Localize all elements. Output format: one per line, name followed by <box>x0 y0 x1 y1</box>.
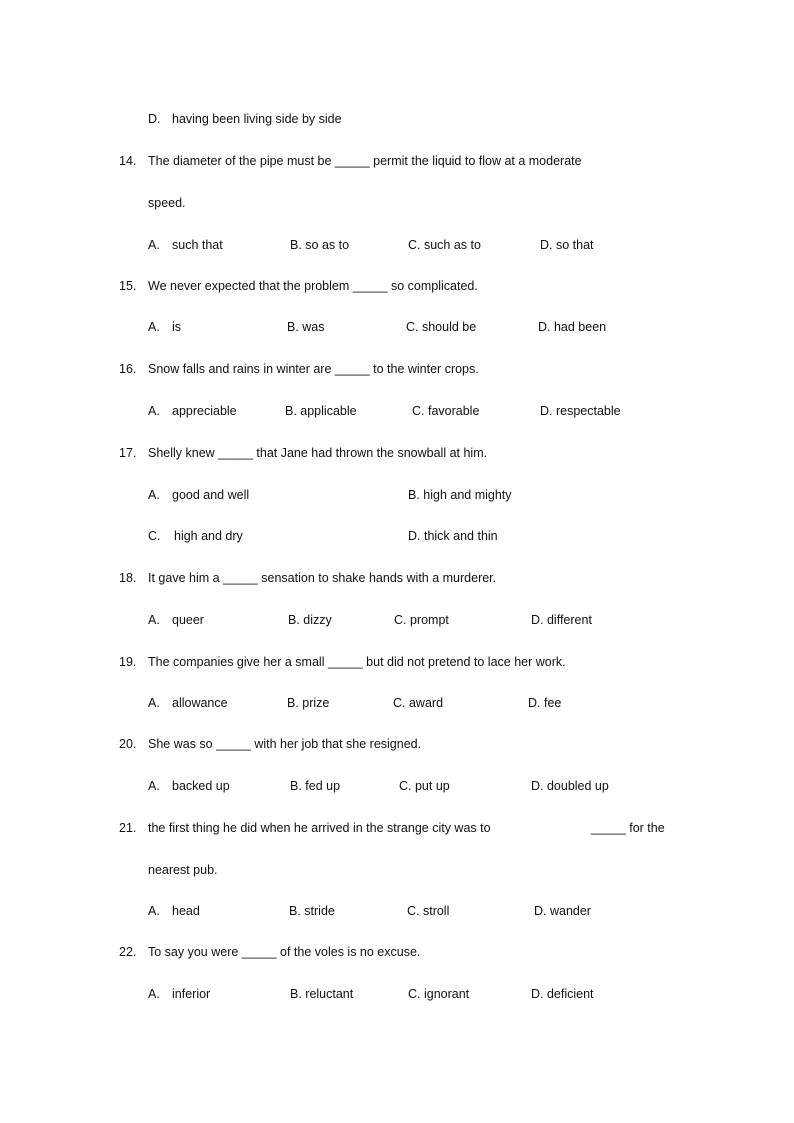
question-text: She was so _____ with her job that she resigned. <box>148 737 422 751</box>
question-22-options <box>0 985 794 1003</box>
question-15-stem <box>0 277 794 295</box>
question-number: 15. <box>119 279 137 293</box>
question-20-options <box>0 777 794 795</box>
option-a[interactable]: A. appreciable <box>148 404 237 418</box>
option-b[interactable]: B. so as to <box>290 238 350 252</box>
option-d[interactable]: D. different <box>531 613 592 627</box>
question-16-options <box>0 402 794 420</box>
question-21-options <box>0 902 794 920</box>
option-d[interactable]: D. thick and thin <box>408 529 498 543</box>
question-16-stem <box>0 360 794 378</box>
option-c[interactable]: C. ignorant <box>408 987 470 1001</box>
question-20-stem <box>0 735 794 753</box>
question-number: 17. <box>119 446 137 460</box>
question-text-cont: speed. <box>148 196 186 210</box>
option-a[interactable]: A. queer <box>148 613 204 627</box>
option-c[interactable]: C. stroll <box>407 904 450 918</box>
question-18-stem <box>0 569 794 587</box>
option-d[interactable]: D. respectable <box>540 404 621 418</box>
option-b[interactable]: B. high and mighty <box>408 488 512 502</box>
option-a[interactable]: A. inferior <box>148 987 211 1001</box>
option-b[interactable]: B. reluctant <box>290 987 354 1001</box>
question-text-cont: nearest pub. <box>148 863 218 877</box>
option-b[interactable]: B. stride <box>289 904 335 918</box>
option-b[interactable]: B. applicable <box>285 404 357 418</box>
question-19-stem <box>0 653 794 671</box>
option-d: D. having been living side by side <box>148 112 342 126</box>
question-15-options <box>0 318 794 336</box>
question-number: 20. <box>119 737 137 751</box>
option-c[interactable]: C. favorable <box>412 404 480 418</box>
option-d[interactable]: D. so that <box>540 238 594 252</box>
question-14-stem-cont <box>0 194 794 212</box>
question-17-options-row1 <box>0 486 794 504</box>
question-number: 19. <box>119 655 137 669</box>
option-d[interactable]: D. wander <box>534 904 591 918</box>
option-b[interactable]: B. fed up <box>290 779 341 793</box>
question-text: The companies give her a small _____ but did not pretend to lace her work. <box>148 655 566 669</box>
option-d[interactable]: D. doubled up <box>531 779 609 793</box>
question-21-stem-cont <box>0 861 794 879</box>
option-c[interactable]: C. should be <box>406 320 477 334</box>
option-d[interactable]: D. fee <box>528 696 562 710</box>
option-a[interactable]: A. is <box>148 320 182 334</box>
option-b[interactable]: B. dizzy <box>288 613 332 627</box>
option-b[interactable]: B. was <box>287 320 325 334</box>
question-number: 14. <box>119 154 137 168</box>
option-c[interactable]: C. high and dry <box>148 529 243 543</box>
question-22-stem <box>0 943 794 961</box>
question-number: 21. <box>119 821 137 835</box>
question-17-options-row2 <box>0 527 794 545</box>
question-text-tail: _____ for the <box>591 821 665 835</box>
option-a[interactable]: A. head <box>148 904 200 918</box>
question-14-options <box>0 236 794 254</box>
option-c[interactable]: C. put up <box>399 779 450 793</box>
question-number: 18. <box>119 571 137 585</box>
question-text: Shelly knew _____ that Jane had thrown the snowball at him. <box>148 446 488 460</box>
option-c[interactable]: C. award <box>393 696 444 710</box>
option-a[interactable]: A. backed up <box>148 779 230 793</box>
question-text: The diameter of the pipe must be _____ permit the liquid to flow at a moderate <box>148 154 582 168</box>
question-14-stem <box>0 152 794 170</box>
question-17-stem <box>0 444 794 462</box>
option-d[interactable]: D. had been <box>538 320 607 334</box>
option-a[interactable]: A. such that <box>148 238 223 252</box>
option-b[interactable]: B. prize <box>287 696 330 710</box>
option-a[interactable]: A. good and well <box>148 488 250 502</box>
option-c[interactable]: C. prompt <box>394 613 449 627</box>
option-line <box>0 110 794 128</box>
question-18-options <box>0 611 794 629</box>
question-text: It gave him a _____ sensation to shake hands with a murderer. <box>148 571 497 585</box>
question-text: We never expected that the problem _____ so complicated. <box>148 279 478 293</box>
question-number: 16. <box>119 362 137 376</box>
question-text: To say you were _____ of the voles is no excuse. <box>148 945 421 959</box>
question-text: the first thing he did when he arrived in the strange city was to <box>148 821 491 835</box>
option-a[interactable]: A. allowance <box>148 696 228 710</box>
question-19-options <box>0 694 794 712</box>
question-text: Snow falls and rains in winter are _____ to the winter crops. <box>148 362 479 376</box>
option-c[interactable]: C. such as to <box>408 238 481 252</box>
option-d[interactable]: D. deficient <box>531 987 594 1001</box>
question-number: 22. <box>119 945 137 959</box>
question-21-stem <box>0 819 794 837</box>
